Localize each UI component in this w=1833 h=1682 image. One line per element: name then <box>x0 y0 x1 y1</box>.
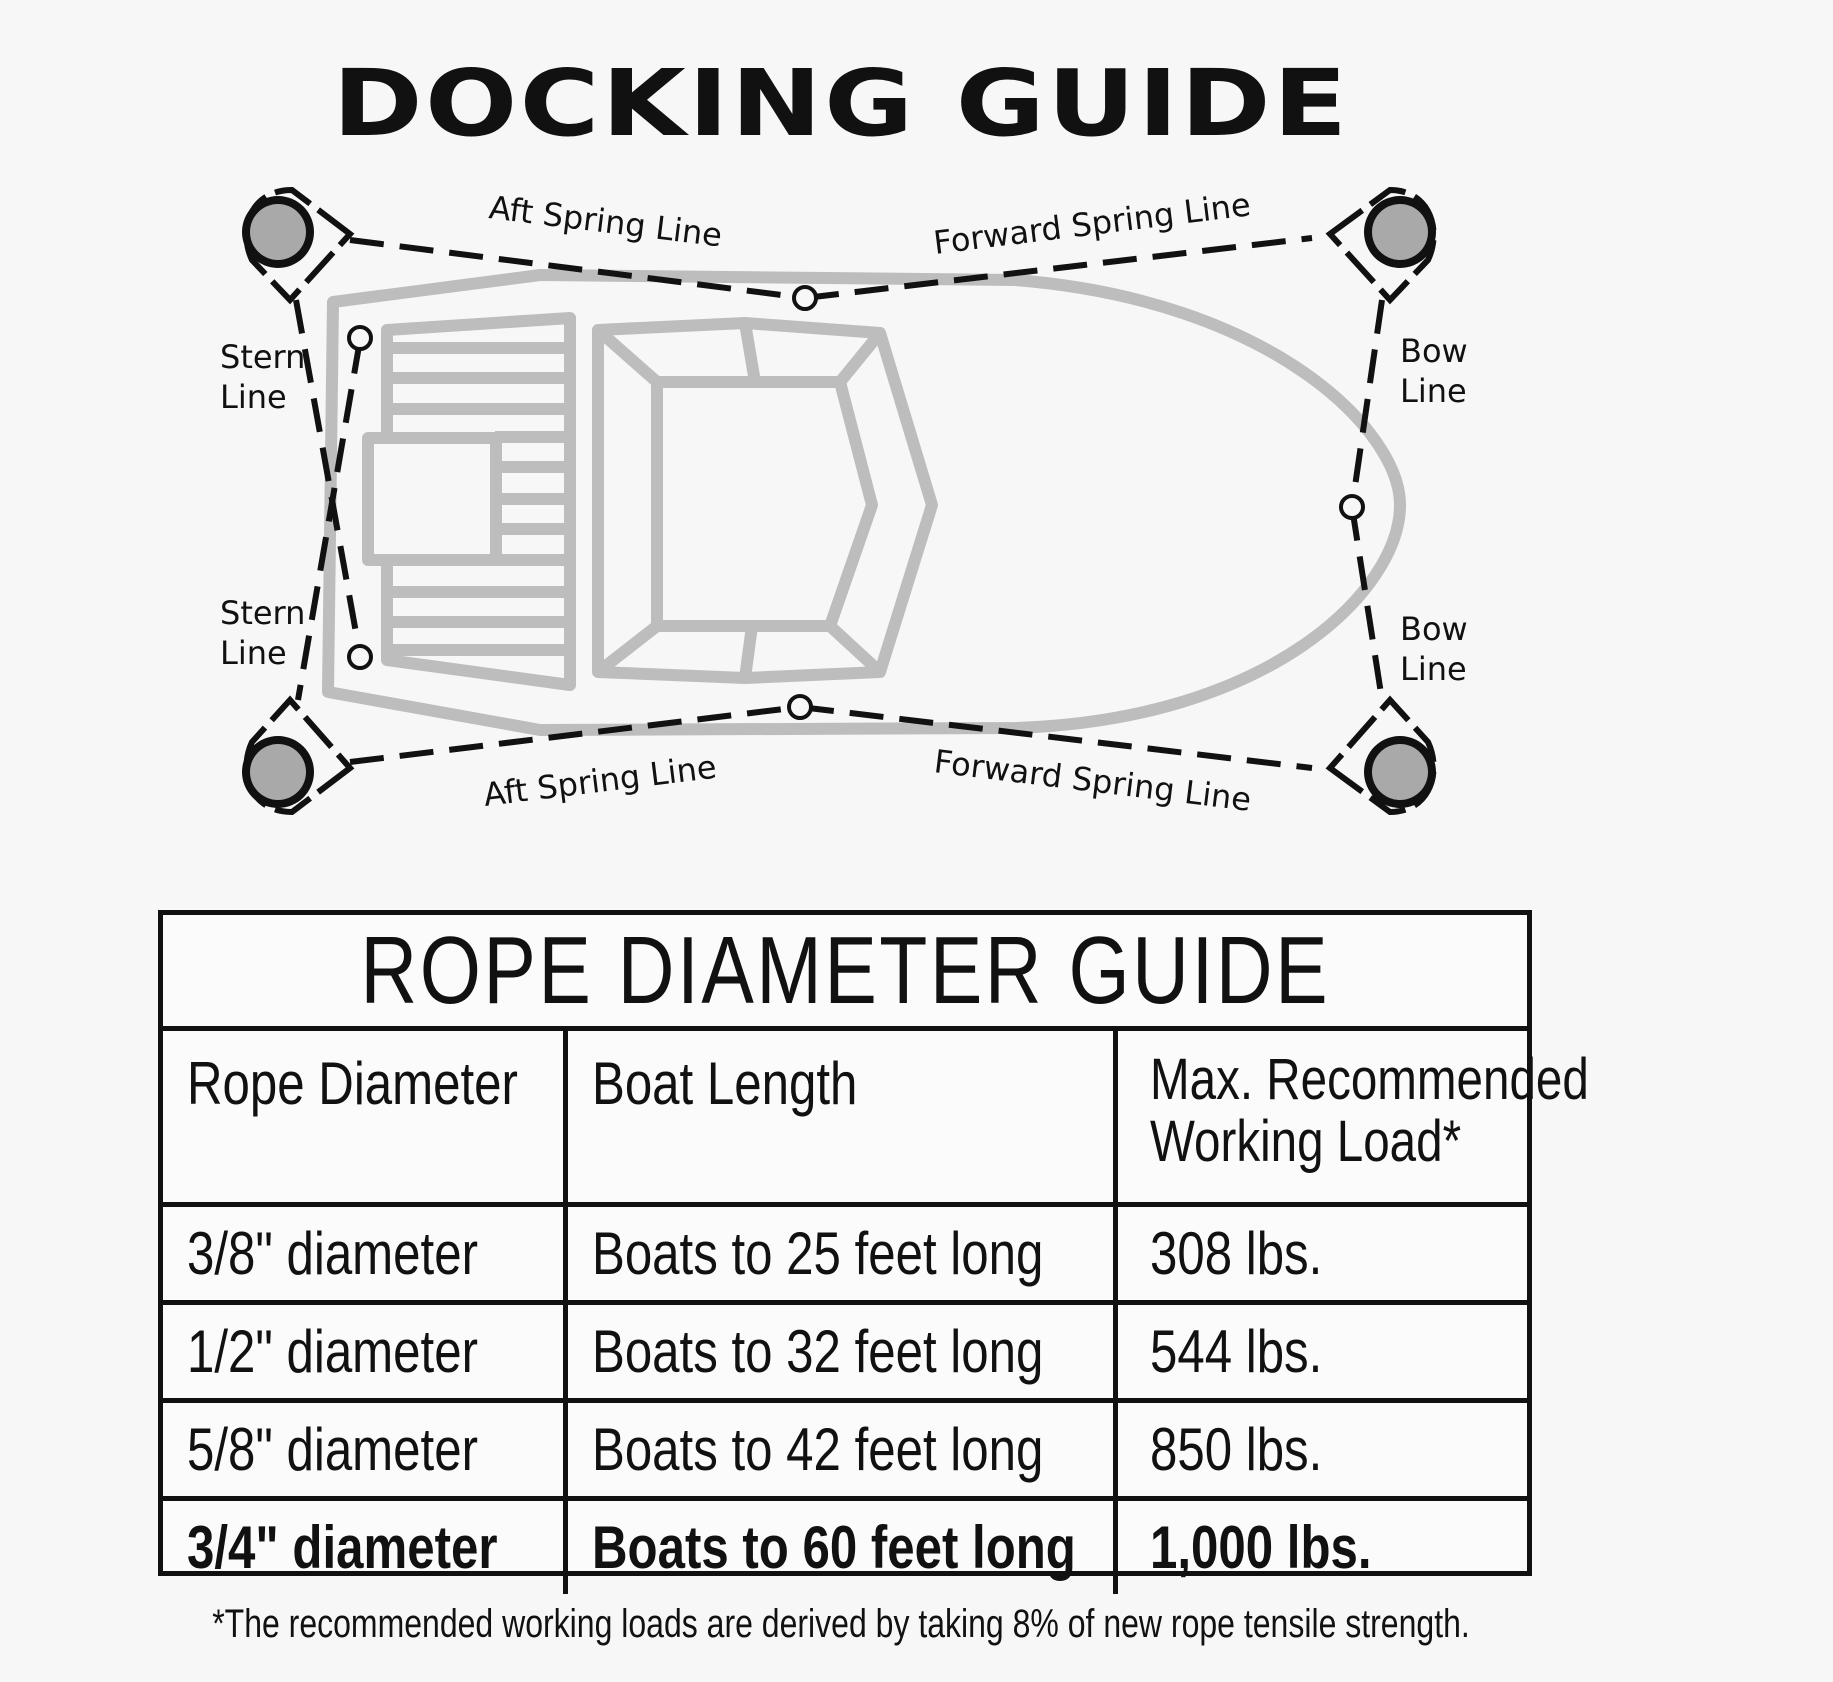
cell-rope-diameter: 5/8" diameter <box>163 1401 565 1499</box>
cell-working-load: 308 lbs. <box>1115 1205 1527 1303</box>
cell-rope-diameter: 3/8" diameter <box>163 1205 565 1303</box>
table-row <box>163 1205 1527 1303</box>
label-aft-spring-top: Aft Spring Line <box>487 188 725 255</box>
docking-guide-title: DOCKING GUIDE <box>332 50 1350 157</box>
table-row <box>163 1401 1527 1499</box>
footnote <box>0 1602 1682 1647</box>
piling-top-left <box>242 190 350 300</box>
cleat-midship-bottom <box>789 696 811 718</box>
boat-hull <box>328 275 1400 730</box>
rope-guide-title-text: ROPE DIAMETER GUIDE <box>360 916 1330 1024</box>
label-bow-line-top-1: Bow <box>1400 332 1468 370</box>
cell-working-load: 544 lbs. <box>1115 1303 1527 1401</box>
cell-rope-diameter: 1/2" diameter <box>163 1303 565 1401</box>
header-rope-diameter: Rope Diameter <box>163 1031 565 1205</box>
bow-line-top <box>1352 300 1382 507</box>
cleat-midship-top <box>794 287 816 309</box>
rope-guide-table <box>163 1031 1589 1594</box>
table-row <box>163 1303 1527 1401</box>
label-bow-line-bottom-2: Line <box>1400 650 1467 688</box>
cleat-stern-top <box>349 327 371 349</box>
header-max-working-load: Max. Recommended Working Load* <box>1115 1031 1527 1205</box>
label-bow-line-top-2: Line <box>1400 372 1467 410</box>
rope-guide-title <box>163 915 1527 1031</box>
rope-diameter-guide <box>158 910 1589 1581</box>
table-header-row <box>163 1031 1527 1205</box>
docking-diagram <box>0 0 1682 840</box>
label-stern-line-bottom-2: Line <box>220 634 287 672</box>
label-aft-spring-bottom: Aft Spring Line <box>481 747 719 814</box>
label-stern-line-bottom-1: Stern <box>220 594 306 632</box>
cell-boat-length: Boats to 25 feet long <box>565 1205 1115 1303</box>
label-stern-line-top-2: Line <box>220 378 287 416</box>
cell-working-load: 1,000 lbs. <box>1115 1499 1527 1595</box>
cell-rope-diameter: 3/4" diameter <box>163 1499 565 1595</box>
piling-bottom-left <box>242 700 350 812</box>
footnote-text: *The recommended working loads are derived by taking 8% of new rope tensile strength. <box>212 1602 1470 1646</box>
cell-working-load: 850 lbs. <box>1115 1401 1527 1499</box>
piling-bottom-right <box>1330 700 1436 812</box>
table-row <box>163 1499 1527 1595</box>
piling-top-right <box>1330 190 1436 300</box>
label-forward-spring-bottom: Forward Spring Line <box>932 742 1254 819</box>
label-stern-line-top-1: Stern <box>220 338 306 376</box>
cleat-stern-bottom <box>349 646 371 668</box>
label-forward-spring-top: Forward Spring Line <box>931 185 1253 262</box>
label-bow-line-bottom-1: Bow <box>1400 610 1468 648</box>
cell-boat-length: Boats to 42 feet long <box>565 1401 1115 1499</box>
cell-boat-length: Boats to 60 feet long <box>565 1499 1115 1595</box>
cell-boat-length: Boats to 32 feet long <box>565 1303 1115 1401</box>
cleat-bow <box>1341 496 1363 518</box>
header-boat-length: Boat Length <box>565 1031 1115 1205</box>
